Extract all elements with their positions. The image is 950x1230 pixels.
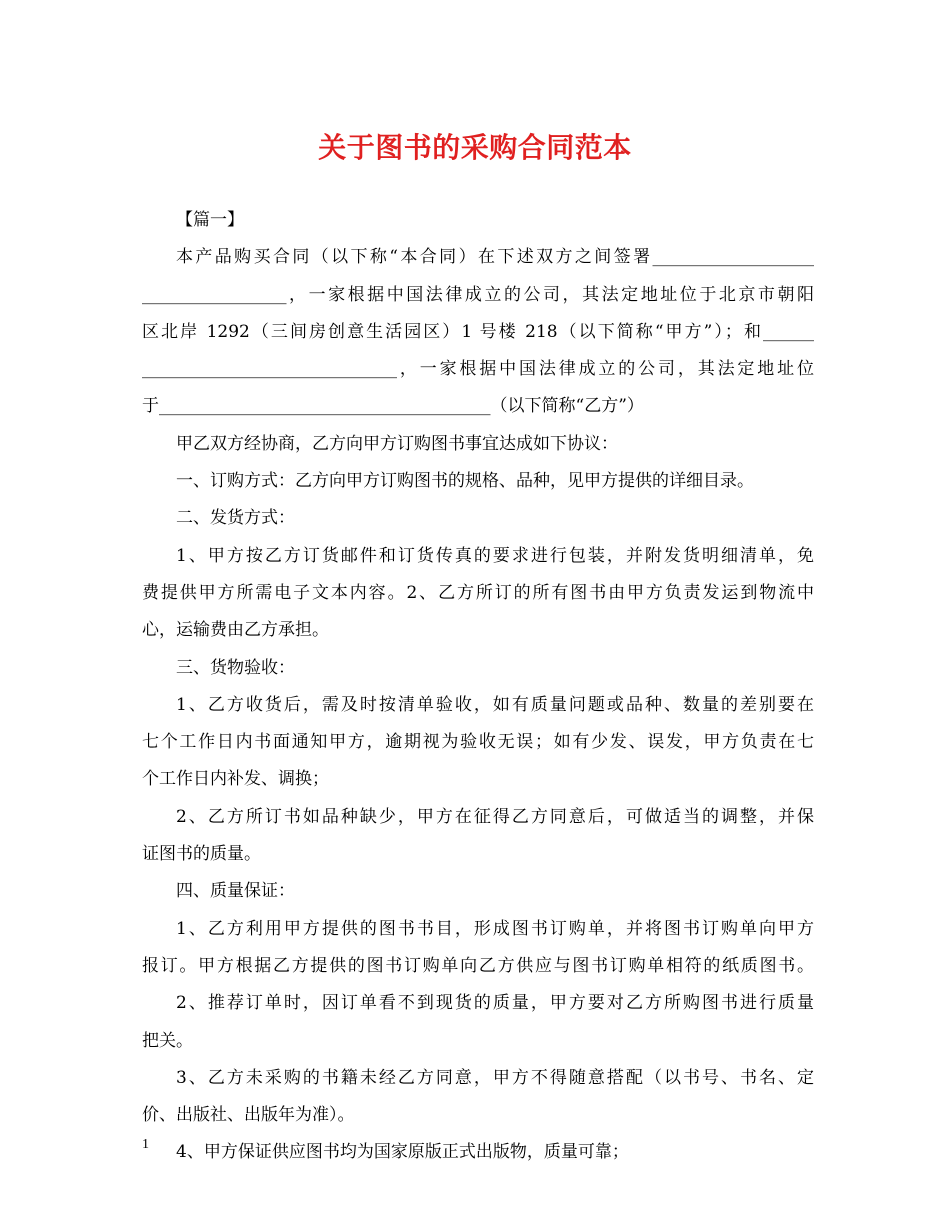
paragraph-line: 三、货物验收： bbox=[176, 657, 295, 678]
paragraph-line: 于_______________________________________（以下简称“乙方”） bbox=[142, 396, 644, 417]
paragraph-line: 七个工作日内书面通知甲方，逾期视为验收无误；如有少发、误发，甲方负责在七 bbox=[142, 732, 814, 753]
paragraph-line: 心，运输费由乙方承担。 bbox=[142, 620, 329, 641]
document-body bbox=[142, 205, 814, 1175]
paragraph-line: 把关。 bbox=[142, 1030, 193, 1051]
paragraph-line: 3、乙方未采购的书籍未经乙方同意，甲方不得随意搭配（以书号、书名、定 bbox=[176, 1067, 814, 1088]
paragraph-line: ______________________________，一家根据中国法律成立的公司，其法定地址位 bbox=[142, 359, 814, 380]
paragraph-line: 2、推荐订单时，因订单看不到现货的质量，甲方要对乙方所购图书进行质量 bbox=[176, 993, 814, 1014]
paragraph-line: 【篇一】 bbox=[176, 210, 244, 230]
paragraph-line: 区北岸 1292（三间房创意生活园区）1 号楼 218（以下简称“甲方”）；和______ bbox=[142, 321, 814, 342]
paragraph-line: 4、甲方保证供应图书均为国家原版正式出版物，质量可靠； bbox=[176, 1142, 629, 1163]
paragraph-line: 1、甲方按乙方订货邮件和订货传真的要求进行包装，并附发货明细清单，免 bbox=[176, 545, 814, 566]
paragraph-line: 个工作日内补发、调换； bbox=[142, 769, 329, 790]
paragraph-line: 2、乙方所订书如品种缺少，甲方在征得乙方同意后，可做适当的调整，并保 bbox=[176, 806, 814, 827]
paragraph-line: 价、出版社、出版年为准）。 bbox=[142, 1105, 355, 1126]
page-number: 1 bbox=[142, 1137, 149, 1152]
paragraph-line: 1、乙方收货后，需及时按清单验收，如有质量问题或品种、数量的差别要在 bbox=[176, 694, 814, 715]
paragraph-line: 二、发货方式： bbox=[176, 508, 295, 529]
paragraph-line: 1、乙方利用甲方提供的图书书目，形成图书订购单，并将图书订购单向甲方 bbox=[176, 918, 814, 939]
document-title: 关于图书的采购合同范本 bbox=[318, 131, 632, 164]
paragraph-line: 报订。甲方根据乙方提供的图书订购单向乙方供应与图书订购单相符的纸质图书。 bbox=[142, 955, 814, 976]
paragraph-line: 一、订购方式：乙方向甲方订购图书的规格、品种，见甲方提供的详细目录。 bbox=[176, 471, 754, 492]
paragraph-line: 费提供甲方所需电子文本内容。2、乙方所订的所有图书由甲方负责发运到物流中 bbox=[142, 582, 814, 603]
paragraph-line: 甲乙双方经协商，乙方向甲方订购图书事宜达成如下协议： bbox=[176, 433, 618, 454]
paragraph-line: 本产品购买合同（以下称“本合同）在下述双方之间签署___________________ bbox=[176, 247, 814, 268]
paragraph-line: _________________，一家根据中国法律成立的公司，其法定地址位于北京市朝阳 bbox=[142, 284, 814, 305]
paragraph-line: 四、质量保证： bbox=[176, 881, 295, 902]
paragraph-line: 证图书的质量。 bbox=[142, 844, 261, 865]
